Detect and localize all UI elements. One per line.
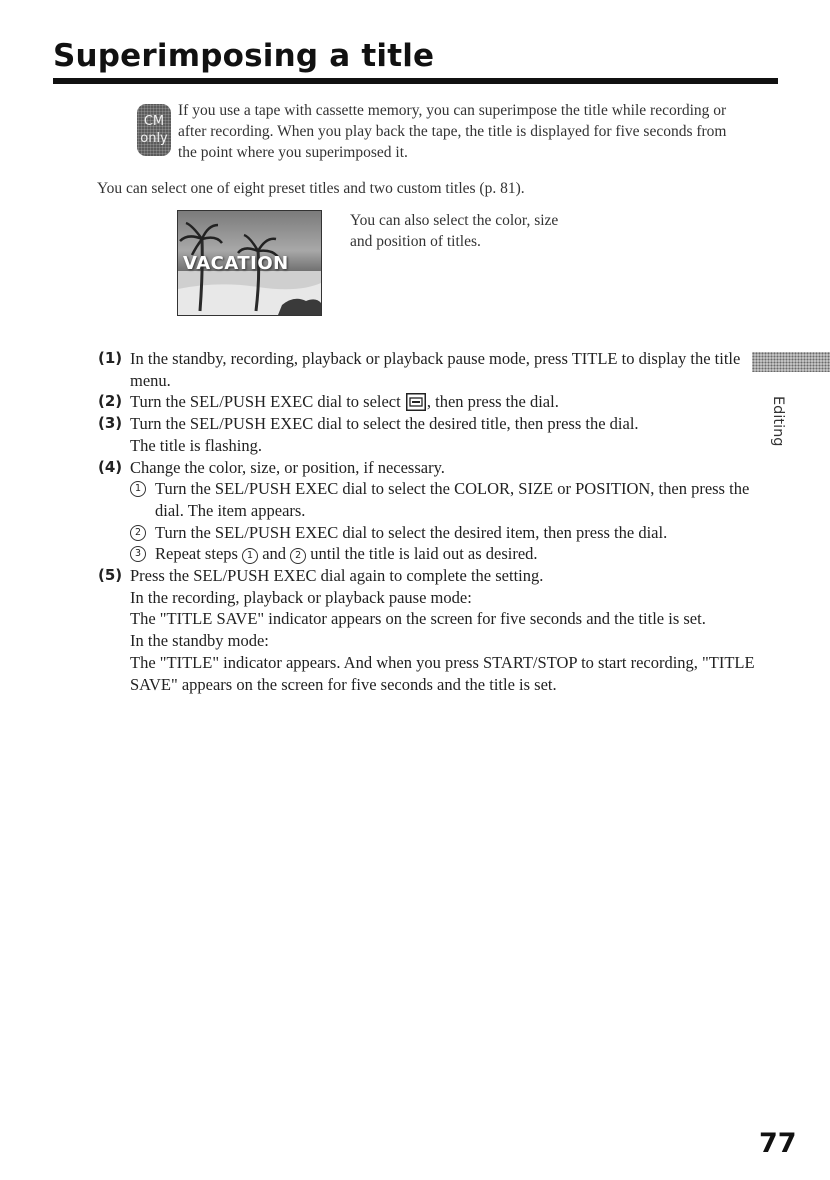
substep-text: Repeat steps bbox=[155, 544, 238, 564]
substep-text: and bbox=[262, 544, 287, 564]
circled-number-1: 1 bbox=[130, 481, 146, 497]
substep-1 bbox=[130, 478, 770, 521]
cassette-memory-note: If you use a tape with cassette memory, you can superimpose the title while recording or after recording. When you play back the tape, the title is displayed for five seconds from the point where you superimposed it. bbox=[178, 102, 727, 161]
section-tab-label: Editing bbox=[770, 396, 786, 447]
substep-3 bbox=[130, 543, 770, 565]
substep-text: until the title is laid out as desired. bbox=[310, 544, 538, 564]
procedure-steps bbox=[98, 348, 770, 695]
circled-ref-2: 2 bbox=[290, 548, 306, 564]
step-1 bbox=[98, 348, 770, 391]
step-2 bbox=[98, 391, 770, 413]
title-menu-icon bbox=[406, 393, 426, 411]
step-text: Change the color, size, or position, if necessary. bbox=[130, 457, 445, 477]
step-5 bbox=[98, 565, 770, 695]
circled-number-3: 3 bbox=[130, 546, 146, 562]
title-rule bbox=[53, 78, 778, 84]
step-number: (2) bbox=[98, 392, 123, 411]
step-text: , then press the dial. bbox=[426, 392, 559, 412]
cm-badge-line2: only bbox=[140, 131, 168, 146]
title-example-photo bbox=[177, 210, 322, 316]
step-number: (1) bbox=[98, 349, 123, 367]
step-text: Turn the SEL/PUSH EXEC dial to select the desired title, then press the dial. bbox=[130, 414, 639, 434]
figure-caption: You can also select the color, size and position of titles. bbox=[350, 212, 559, 250]
vacation-title-overlay: VACATION bbox=[183, 253, 289, 274]
substep-text: Turn the SEL/PUSH EXEC dial to select the desired item, then press the dial. bbox=[155, 522, 668, 542]
mode-result-standby: The "TITLE" indicator appears. And when you press START/STOP to start recording, "TITLE SAVE" appears on the screen for five seconds and the title is set. bbox=[130, 652, 755, 694]
step-number: (3) bbox=[98, 414, 123, 433]
step-number: (5) bbox=[98, 566, 123, 585]
section-tab-marker bbox=[752, 352, 830, 372]
mode-heading-standby: In the standby mode: bbox=[130, 631, 269, 651]
cm-only-badge-icon bbox=[137, 104, 171, 156]
step-number: (4) bbox=[98, 457, 123, 476]
page-number: 77 bbox=[759, 1128, 797, 1159]
circled-number-2: 2 bbox=[130, 525, 146, 541]
step-result: The title is flashing. bbox=[130, 435, 262, 455]
step-text: In the standby, recording, playback or playback pause mode, press TITLE to display the title menu. bbox=[130, 349, 741, 390]
circled-ref-1: 1 bbox=[242, 548, 258, 564]
substep-2 bbox=[130, 522, 770, 544]
page-title: Superimposing a title bbox=[53, 38, 435, 74]
mode-result-recording: The "TITLE SAVE" indicator appears on the screen for five seconds and the title is set. bbox=[130, 609, 706, 629]
step-text: Press the SEL/PUSH EXEC dial again to complete the setting. bbox=[130, 566, 544, 586]
step-3 bbox=[98, 413, 770, 456]
cm-badge-line1: CM bbox=[143, 114, 165, 129]
substep-text: Turn the SEL/PUSH EXEC dial to select the COLOR, SIZE or POSITION, then press the dial. The item appears. bbox=[155, 479, 750, 520]
step-text: Turn the SEL/PUSH EXEC dial to select bbox=[130, 392, 401, 412]
mode-heading-recording: In the recording, playback or playback pause mode: bbox=[130, 587, 472, 607]
intro-text: You can select one of eight preset titles and two custom titles (p. 81). bbox=[97, 180, 525, 197]
step-4 bbox=[98, 457, 770, 566]
